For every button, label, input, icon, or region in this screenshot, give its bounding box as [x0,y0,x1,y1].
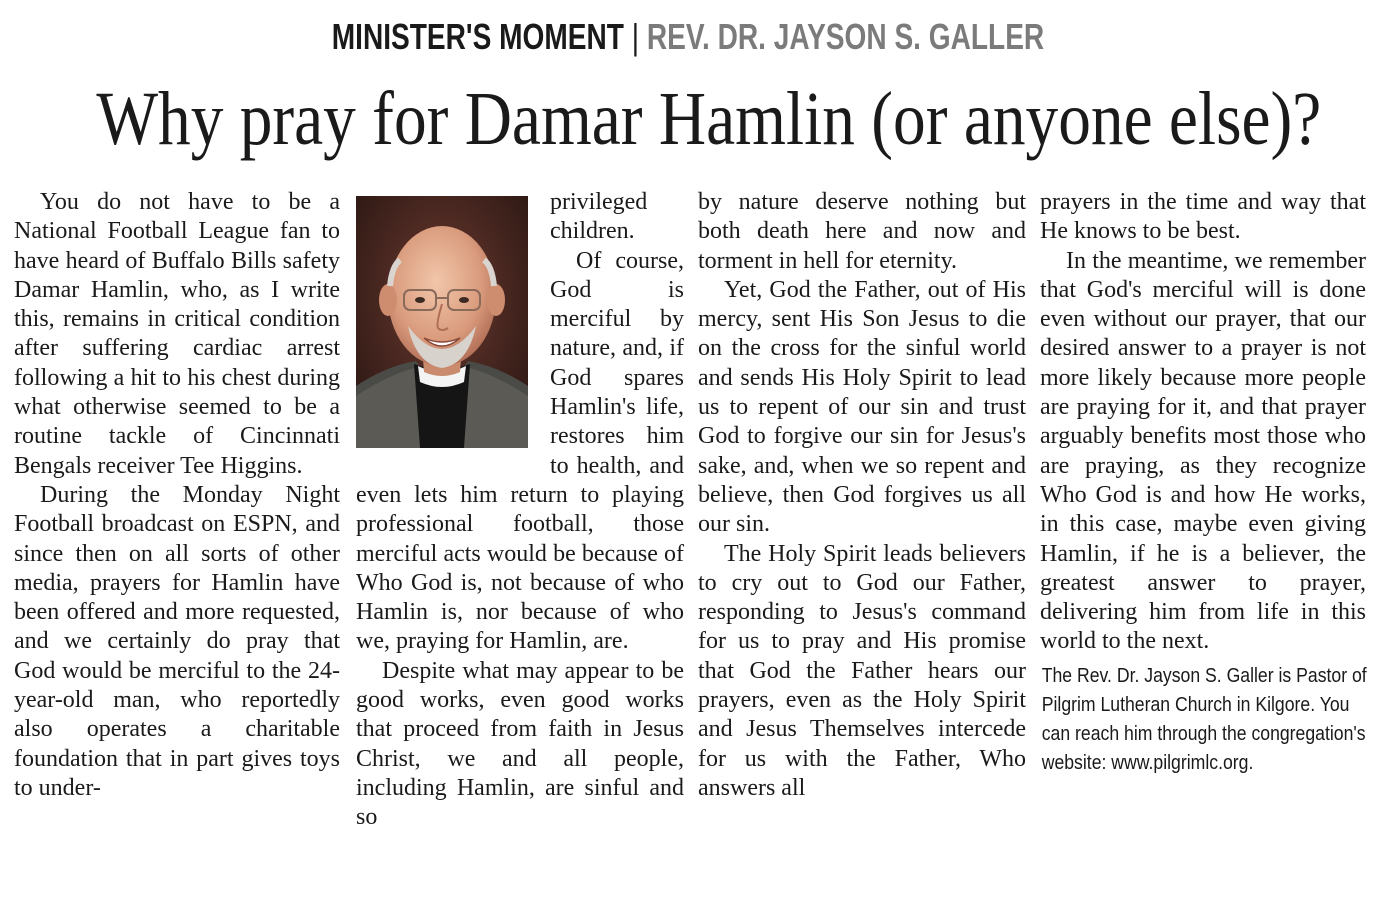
section-kicker [151,16,1224,58]
article-column-1 [14,188,340,803]
paragraph: During the Monday Night Football broadcast on ESPN, and since then on all sorts of other media, prayers for Hamlin have been offered and more requested, and we certainly do pray that God would be merciful to the 24-year-old man, who reportedly also operates a charitable foundation that in part gives toys to under- [14,481,340,801]
paragraph: privileged children. [550,189,648,245]
column-label: MINISTER'S MOMENT [331,16,624,57]
article-column-2 [356,188,684,833]
headline: Why pray for Damar Hamlin (or anyone else)? [96,77,1322,161]
author-byline: REV. DR. JAYSON S. GALLER [646,16,1045,57]
article-column-4 [1040,188,1366,777]
portrait-photo [356,196,528,448]
article-column-3 [698,188,1026,803]
author-bio: The Rev. Dr. Jayson S. Galler is Pastor of Pilgrim Lutheran Church in Kilgore. You can reach him through the congregation's website: www.pilgrimlc.org. [1041,663,1367,774]
paragraph: The Holy Spirit leads believers to cry out to God our Father, responding to Jesus's command for us to pray and His promise that God the Father hears our prayers, even as the Holy Spirit and Jesus Themselves intercede for us with the Father, Who answers all [698,540,1026,801]
paragraph: prayers in the time and way that He knows to be best. [1040,189,1366,245]
paragraph: Yet, God the Father, out of His mercy, sent His Son Jesus to die on the cross for the sinful world and sends His Holy Spirit to lead us to repent of our sin and trust God to forgive our sin for Jesus's sake, and, when we so repent and believe, then God forgives us all our sin. [698,276,1026,538]
kicker-separator: | [631,16,640,57]
paragraph: Despite what may appear to be good works, even good works that proceed from faith in Jesus Christ, we and all people, including Hamlin, are sinful and so [356,657,684,831]
paragraph: by nature deserve nothing but both death here and now and torment in hell for eternity. [698,189,1026,274]
author-portrait-photo [356,196,528,448]
paragraph: Of course, God is merciful by nature, and, if God spares Hamlin's life, restores him to health, and even lets him return to playing professional football, those merciful acts would be because of Who God is, not because of who Hamlin is, nor because of who we, praying for Hamlin, are. [356,247,684,655]
paragraph: You do not have to be a National Football League fan to have heard of Buffalo Bills safety Damar Hamlin, who, as I write this, remains in critical condition after suffering cardiac arrest following a hit to his chest during what otherwise seemed to be a routine tackle of Cincinnati Bengals receiver Tee Higgins. [14,189,340,479]
paragraph: In the meantime, we remember that God's merciful will is done even without our prayer, that our desired answer to a prayer is not more likely because more people are praying for it, and that prayer arguably benefits most those who are praying, as they recognize Who God is and how He works, in this case, maybe even giving Hamlin, if he is a believer, the greatest answer to prayer, delivering him from life in this world to the next. [1040,247,1366,655]
